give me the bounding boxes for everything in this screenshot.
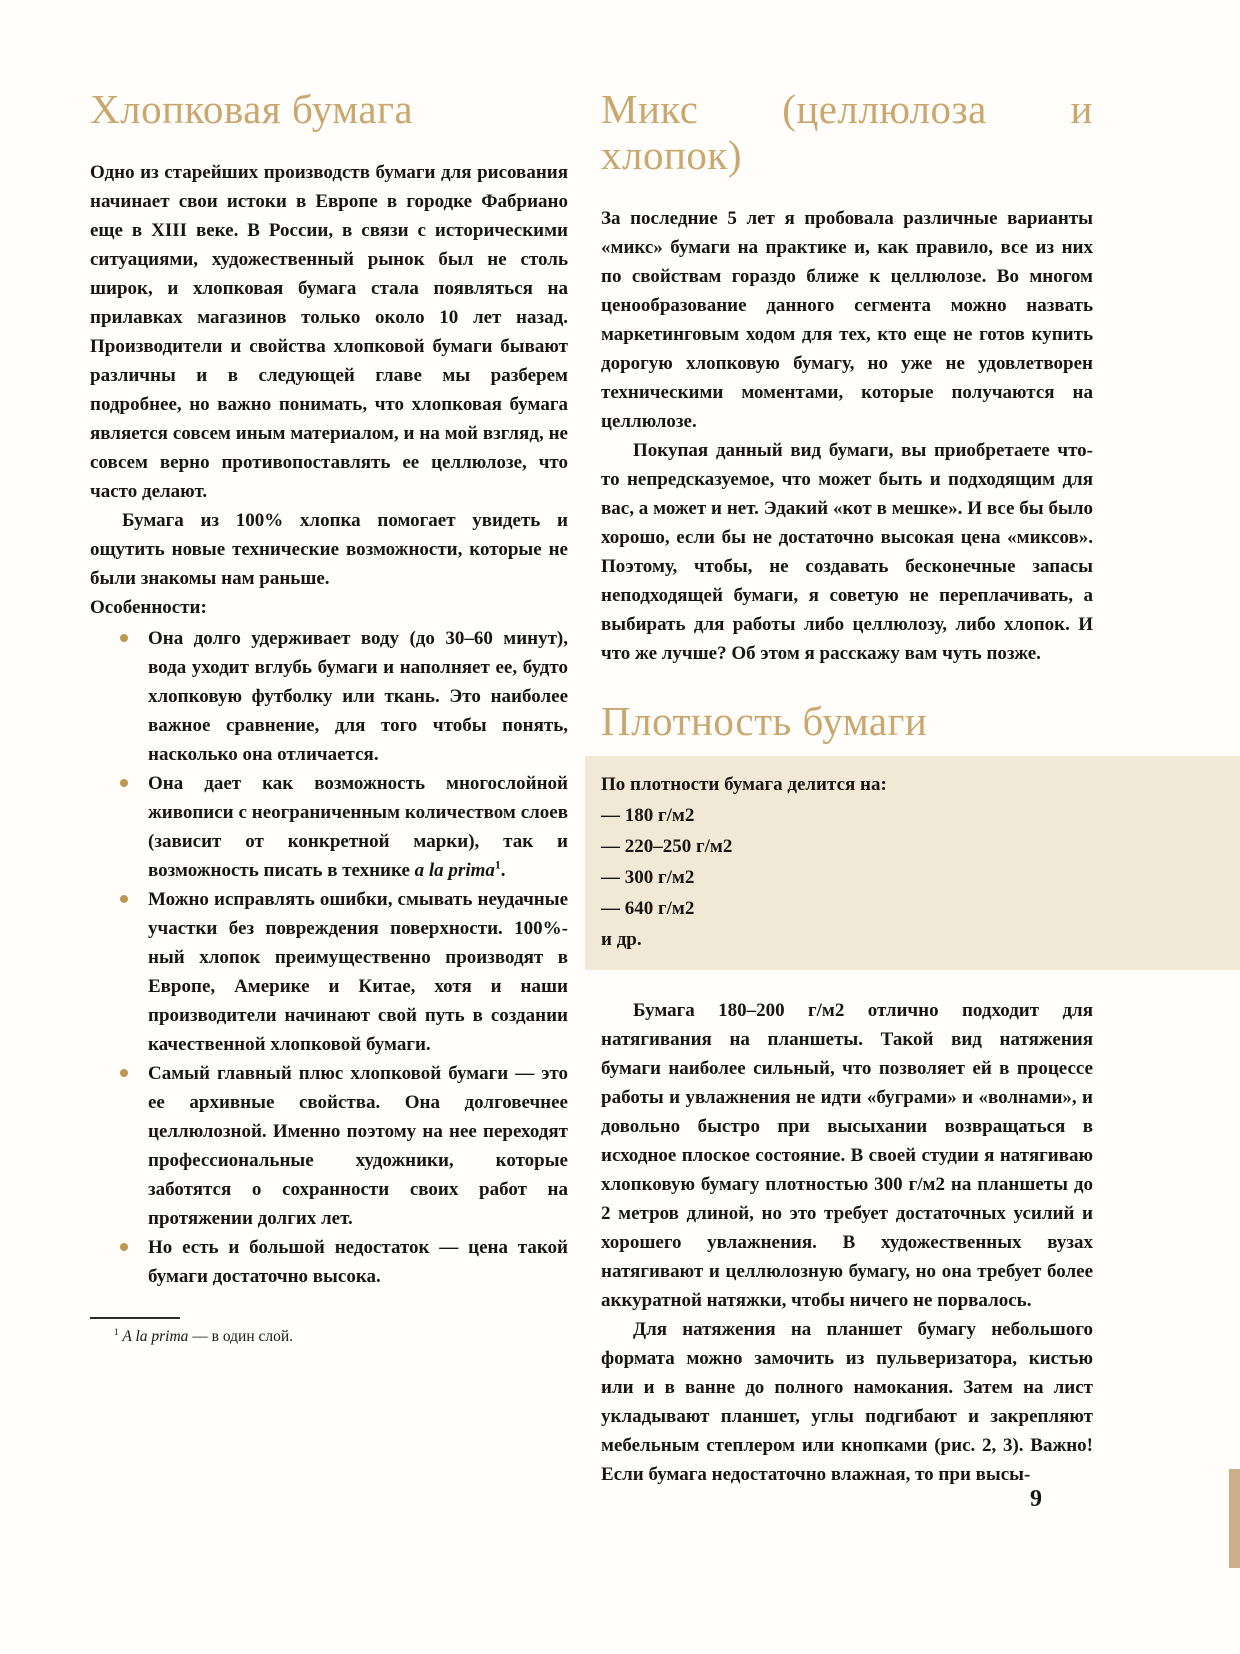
paragraph: Бумага 180–200 г/м2 отлично подходит для натягивания на планшеты. Такой вид натяжения бумаги наиболее сильный, что позволяет ей в процессе работы и увлажнения не идти «буграми» и «волнами», и довольно быстро при высыхании возвращаться в исходное плоское состояние. В своей студии я натягиваю хлопковую бумагу плотностью 300 г/м2 на планшеты до 2 метров длиной, но это требует достаточных усилий и хорошего увлажнения. В художественных вузах натягивают и целлюлозную бумагу, но она требует более аккуратной натяжки, чтобы ничего не порвалось. [601, 1000, 1093, 1311]
page-edge-tab [1229, 1469, 1240, 1568]
paragraph: За последние 5 лет я пробовала различные варианты «микс» бумаги на практике и, как правило, все из них по свойствам гораздо ближе к целлюлозе. Во многом ценообразование данного сегмента можно назвать маркетинговым ходом для тех, кто еще не готов купить дорогую хлопковую бумагу, но уже не удовлетворен техническими моментами, которые получаются на целлюлозе. [601, 208, 1093, 432]
features-label: Особенности: [90, 597, 207, 618]
list-item-text: Но есть и большой недостаток — цена такой бумаги достаточно высока. [148, 1237, 568, 1287]
right-column [601, 86, 1093, 1489]
footnote-text [114, 1326, 568, 1347]
paragraph: Одно из старейших производств бумаги для рисования начинает свои истоки в Европе в городке Фабриано еще в XIII веке. В России, в связи с историческими ситуациями, художественный рынок был не столь широк, и хлопковая бумага стала появляться на прилавках магазинов только около 10 лет назад. Производители и свойства хлопковой бумаги бывают различны и в следующей главе мы разберем подробнее, но важно понимать, что хлопковая бумага является совсем иным материалом, и на мой взгляд, не совсем верно противопоставлять ее целлюлозе, что часто делают. [90, 162, 568, 502]
paragraph: Бумага из 100% хлопка помогает увидеть и ощутить новые технические возможности, которые не были знакомы нам раньше. [90, 510, 568, 589]
list-item-text: Можно исправлять ошибки, смывать неудачные участки без повреждения поверхности. 100%-ный хлопок преимущественно производят в Европе, Америке и Китае, хотя и наши производители начинают свой путь в создании качественной хлопковой бумаги. [148, 889, 568, 1055]
list-item-text: Она долго удерживает воду (до 30–60 минут), вода уходит вглубь бумаги и наполняет ее, будто хлопковую футболку или ткань. Это наиболее важное сравнение, для того чтобы понять, насколько она отличается. [148, 628, 568, 765]
footnote [90, 1317, 568, 1347]
density-info-box [585, 756, 1240, 970]
bullet-marker-icon [120, 779, 128, 787]
list-item [90, 769, 568, 885]
bullet-marker-icon [120, 895, 128, 903]
density-item: — 640 г/м2 [601, 898, 695, 919]
density-item: и др. [601, 929, 642, 950]
density-lead-bold: По плотности [601, 774, 720, 795]
page-number: 9 [1030, 1486, 1042, 1512]
list-item [90, 885, 568, 1059]
section-heading-density: Плотность бумаги [601, 698, 928, 744]
left-column [90, 86, 568, 1347]
paragraph: Покупая данный вид бумаги, вы приобретаете что-то непредсказуемое, что может быть и подходящим для вас, а может и нет. Эдакий «кот в мешке». И все бы было хорошо, если бы не достаточно высокая цена «миксов». Поэтому, чтобы, не создавать бесконечные запасы неподходящей бумаги, я советую не переплачивать, а выбирать для работы либо целлюлозу, либо хлопок. И что же лучше? Об этом я расскажу вам чуть позже. [601, 440, 1093, 664]
footnote-rest: — в один слой. [188, 1328, 294, 1345]
section-heading-mix: Микс (целлюлоза и хлопок) [601, 86, 1093, 178]
list-item-italic: a la prima [414, 860, 495, 881]
list-item-text: Она дает как возможность многослойной живописи с неограниченным количеством слоев (зависит от конкретной марки), так и возможность писать в технике [148, 773, 568, 881]
list-item [90, 624, 568, 769]
density-item: — 180 г/м2 [601, 805, 695, 826]
list-item [90, 1059, 568, 1233]
footnote-rule [90, 1317, 180, 1319]
density-lead [601, 769, 1210, 800]
footnote-italic: A la prima [118, 1328, 189, 1345]
bullet-marker-icon [120, 1243, 128, 1251]
density-item: — 300 г/м2 [601, 867, 695, 888]
list-item-text: . [500, 860, 506, 881]
footnote-reference: 1 [494, 858, 501, 872]
bullet-marker-icon [120, 634, 128, 642]
list-item [90, 1233, 568, 1291]
density-lead-rest: бумага делится на: [719, 774, 887, 795]
section-heading-cotton-paper: Хлопковая бумага [90, 86, 414, 132]
list-item-text: Самый главный плюс хлопковой бумаги — это ее архивные свойства. Она долговечнее целлюлозной. Именно поэтому на нее переходят профессиональные художники, которые заботятся о сохранности своих работ на протяжении долгих лет. [148, 1063, 568, 1229]
footnote-number: 1 [114, 1326, 119, 1338]
density-item: — 220–250 г/м2 [601, 836, 733, 857]
bullet-marker-icon [120, 1069, 128, 1077]
features-bullet-list [90, 624, 568, 1291]
paragraph: Для натяжения на планшет бумагу небольшого формата можно замочить из пульверизатора, кистью или и в ванне до полного намокания. Затем на лист укладывают планшет, углы подгибают и закрепляют мебельным степлером или кнопками (рис. 2, 3). Важно! Если бумага недостаточно влажная, то при высы- [601, 1319, 1093, 1485]
